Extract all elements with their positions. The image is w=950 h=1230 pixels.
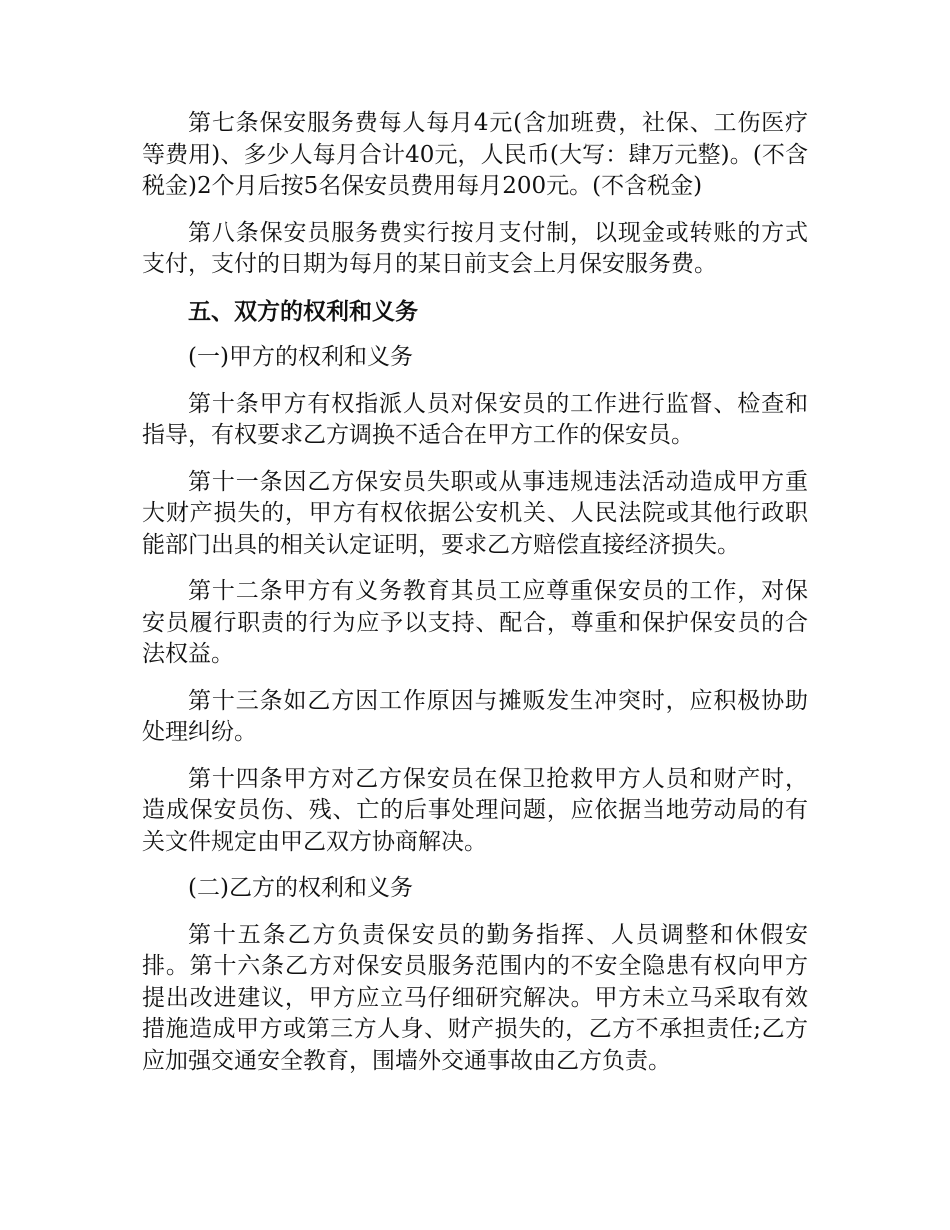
clause-8-paragraph: 第八条保安员服务费实行按月支付制，以现金或转账的方式支付，支付的日期为每月的某日前支会上月保安服务费。 xyxy=(142,219,808,277)
clause-7-paragraph: 第七条保安服务费每人每月4元(含加班费，社保、工伤医疗等费用)、多少人每月合计40元，人民币(大写：肆万元整)。(不含税金)2个月后按5名保安员费用每月200元。(不含税金) xyxy=(142,110,808,199)
clause-12-paragraph: 第十二条甲方有义务教育其员工应尊重保安员的工作，对保安员履行职责的行为应予以支持、配合，尊重和保护保安员的合法权益。 xyxy=(142,578,808,667)
clause-11-paragraph: 第十一条因乙方保安员失职或从事违规违法活动造成甲方重大财产损失的，甲方有权依据公安机关、人民法院或其他行政职能部门出具的相关认定证明，要求乙方赔偿直接经济损失。 xyxy=(142,468,808,558)
party-a-subheading: (一)甲方的权利和义务 xyxy=(188,344,413,370)
document-page xyxy=(142,108,808,1092)
party-b-subheading: (二)乙方的权利和义务 xyxy=(188,875,413,901)
section-5-heading: 五、双方的权利和义务 xyxy=(188,297,418,325)
clause-14-paragraph: 第十四条甲方对乙方保安员在保卫抢救甲方人员和财产时，造成保安员伤、残、亡的后事处理问题，应依据当地劳动局的有关文件规定由甲乙双方协商解决。 xyxy=(142,765,808,855)
clause-15-16-paragraph: 第十五条乙方负责保安员的勤务指挥、人员调整和休假安排。第十六条乙方对保安员服务范围内的不安全隐患有权向甲方提出改进建议，甲方应立马仔细研究解决。甲方未立马采取有效措施造成甲方或第三方人身、财产损失的，乙方不承担责任;乙方应加强交通安全教育，围墙外交通事故由乙方负责。 xyxy=(142,921,808,1074)
clause-13-paragraph: 第十三条如乙方因工作原因与摊贩发生冲突时，应积极协助处理纠纷。 xyxy=(142,687,808,745)
clause-10-paragraph: 第十条甲方有权指派人员对保安员的工作进行监督、检查和指导，有权要求乙方调换不适合在甲方工作的保安员。 xyxy=(142,390,808,448)
